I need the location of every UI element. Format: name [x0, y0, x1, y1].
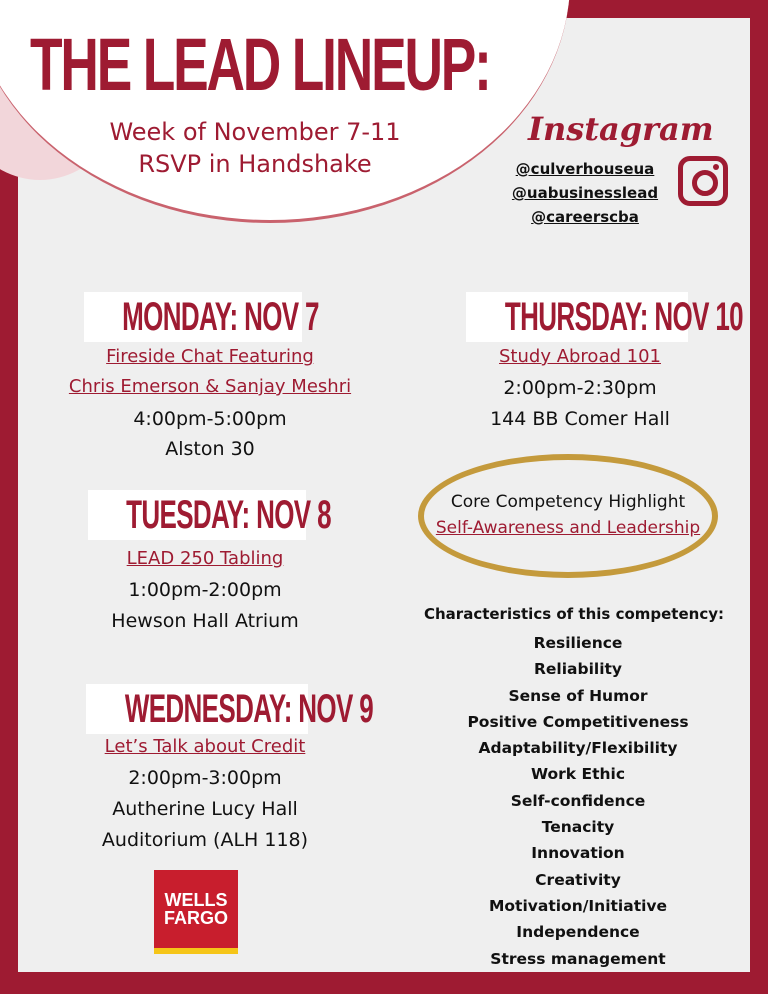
characteristic-item: Innovation [531, 844, 625, 863]
wednesday-event-time: 2:00pm-3:00pm [128, 767, 282, 789]
characteristics-list [400, 630, 756, 972]
tuesday-heading [88, 490, 331, 540]
thursday-event-location: 144 BB Comer Hall [490, 408, 670, 430]
week-subtitle: Week of November 7-11 [109, 118, 401, 146]
characteristic-item: Positive Competitiveness [467, 712, 689, 731]
core-competency-heading: Core Competency Highlight [450, 492, 686, 512]
characteristic-item: Creativity [535, 870, 621, 889]
tuesday-event-location: Hewson Hall Atrium [111, 610, 299, 632]
thursday-event-title-link[interactable]: Study Abroad 101 [499, 346, 661, 367]
thursday-heading [466, 292, 743, 342]
monday-event-time: 4:00pm-5:00pm [133, 408, 287, 430]
instagram-icon [678, 156, 728, 206]
tuesday-day-label: TUESDAY: NOV 8 [126, 493, 331, 537]
instagram-icon-lens [692, 170, 718, 196]
page-title: THE LEAD LINEUP: [30, 23, 490, 106]
monday-event-location: Alston 30 [165, 438, 255, 460]
characteristic-item: Sense of Humor [508, 686, 648, 705]
instagram-handle-link[interactable]: @uabusinesslead [511, 184, 659, 202]
characteristic-item: Adaptability/Flexibility [478, 739, 678, 758]
characteristic-item: Resilience [533, 634, 623, 652]
wells-fargo-logo-text: WELLS [164, 890, 228, 910]
characteristic-item: Tenacity [541, 818, 615, 837]
characteristic-item: Stress management [490, 949, 666, 968]
characteristic-item: Reliability [533, 660, 623, 679]
wednesday-event-location: Autherine Lucy Hall [112, 798, 298, 820]
monday-event-title-link[interactable]: Fireside Chat Featuring [106, 346, 314, 367]
characteristic-item: Self-confidence [510, 791, 646, 810]
competency-highlight-ring [418, 454, 718, 578]
thursday-event-time: 2:00pm-2:30pm [503, 377, 657, 399]
tuesday-event-title-link[interactable]: LEAD 250 Tabling [126, 548, 284, 569]
instagram-handle-link[interactable]: @careerscba [531, 208, 639, 226]
monday-event-title-link[interactable]: Chris Emerson & Sanjay Meshri [68, 376, 352, 397]
characteristic-item: Motivation/Initiative [488, 896, 668, 915]
monday-heading [84, 292, 319, 342]
monday-day-label: MONDAY: NOV 7 [122, 295, 319, 339]
wells-fargo-logo-text: FARGO [163, 908, 228, 928]
characteristics-heading: Characteristics of this competency: [423, 605, 724, 623]
instagram-label: Instagram [528, 110, 714, 148]
wednesday-event-title-link[interactable]: Let’s Talk about Credit [104, 736, 306, 757]
core-competency-link[interactable]: Self-Awareness and Leadership [435, 518, 701, 538]
characteristic-item: Independence [516, 923, 640, 942]
wednesday-day-label: WEDNESDAY: NOV 9 [124, 687, 374, 731]
wednesday-event-location: Auditorium (ALH 118) [101, 829, 309, 851]
thursday-day-label: THURSDAY: NOV 10 [504, 295, 743, 339]
wednesday-heading [86, 684, 374, 734]
wells-fargo-logo [154, 870, 238, 954]
instagram-icon-dot [713, 164, 719, 170]
instagram-handle-link[interactable]: @culverhouseua [515, 160, 655, 178]
characteristic-item: Work Ethic [530, 765, 626, 784]
rsvp-subtitle: RSVP in Handshake [138, 150, 372, 178]
tuesday-event-time: 1:00pm-2:00pm [128, 579, 282, 601]
